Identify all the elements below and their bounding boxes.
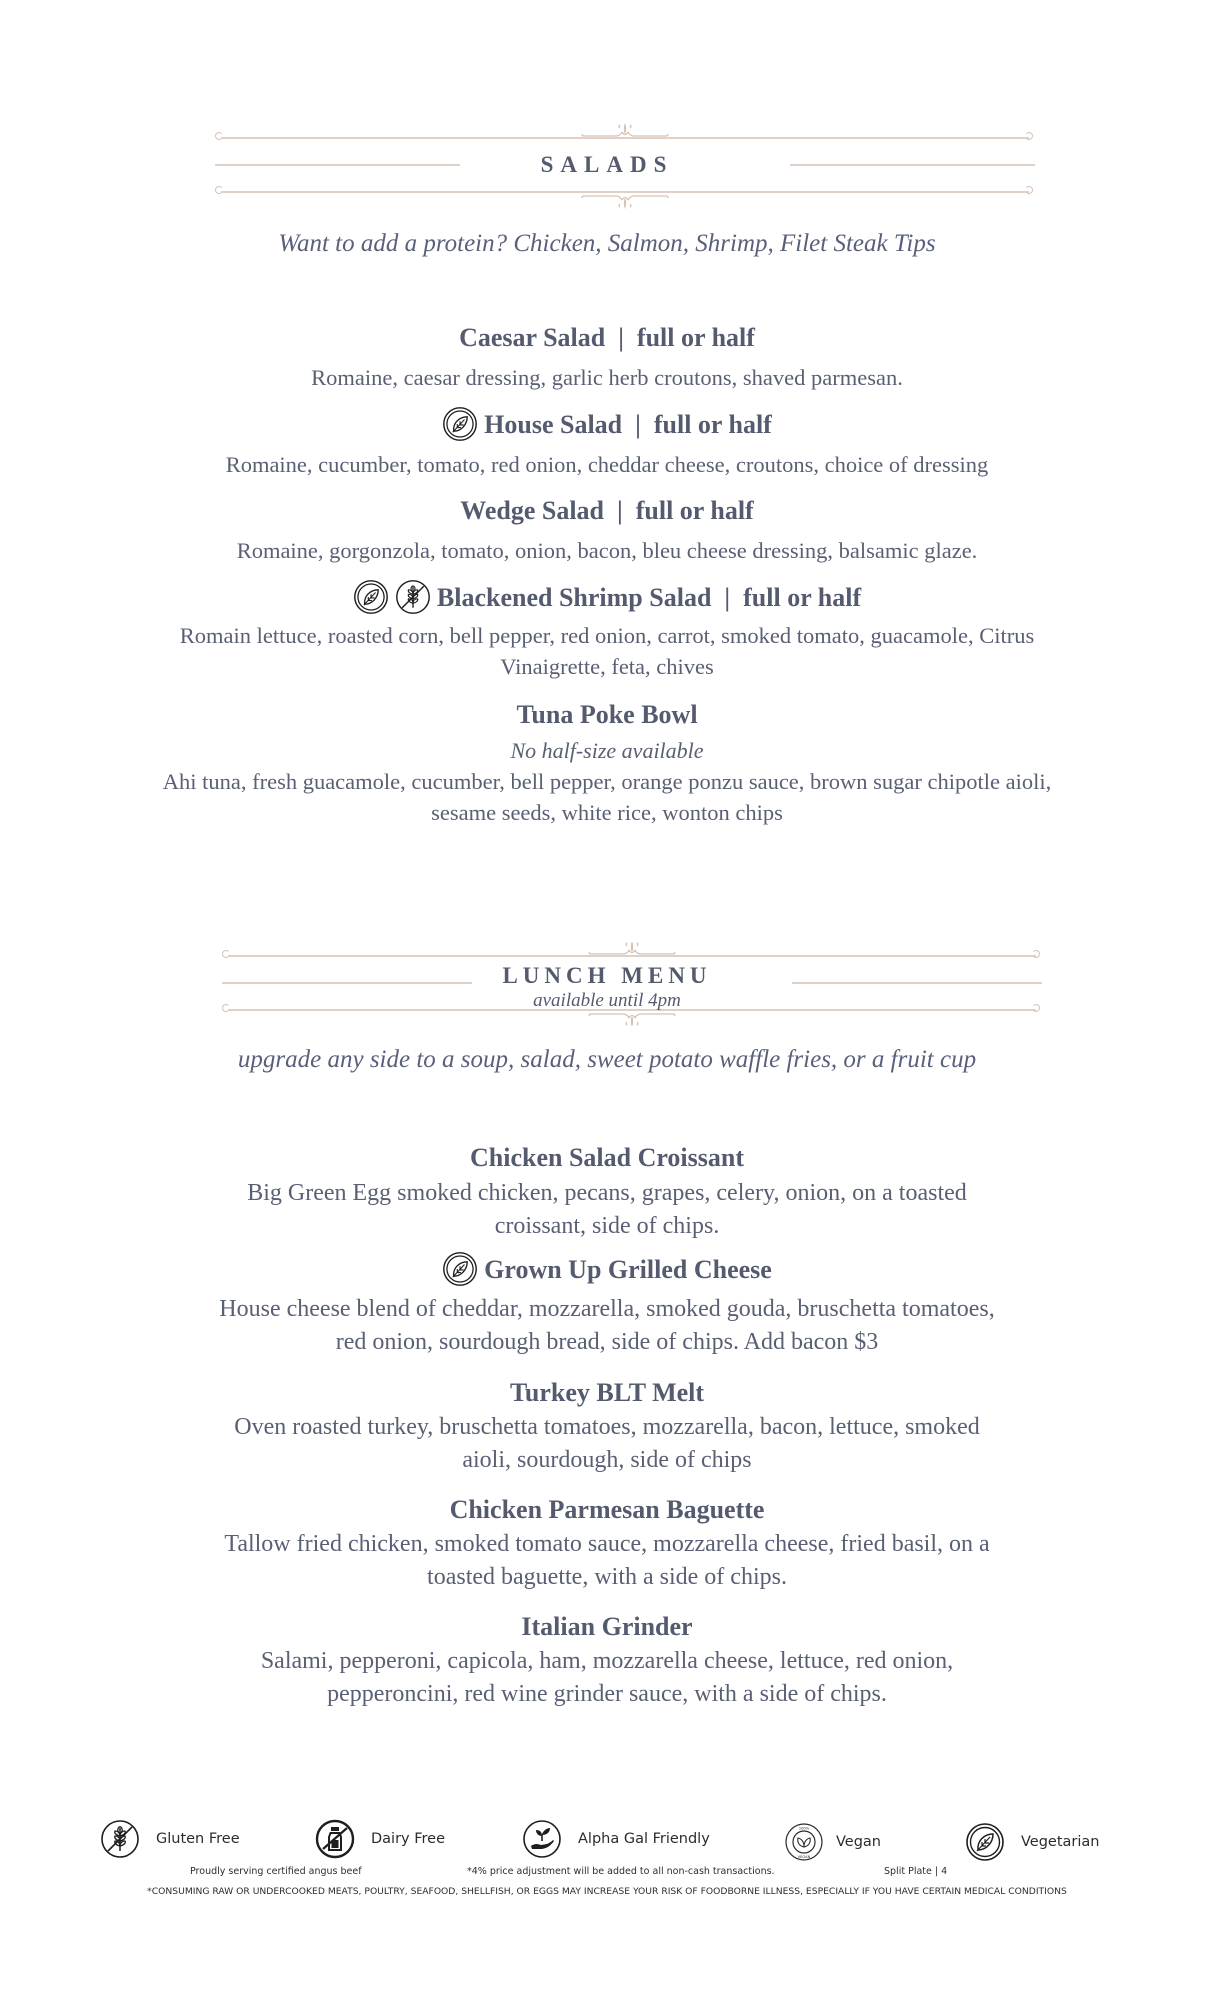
legend-label: Vegan — [836, 1834, 881, 1850]
ornament-rule-bottom — [221, 191, 1029, 193]
dairy-free-icon — [315, 1819, 355, 1859]
menu-item-title: Grown Up Grilled Cheese — [484, 1254, 772, 1284]
legend-label: Vegetarian — [1021, 1834, 1100, 1850]
legend-vegan — [784, 1818, 881, 1866]
salads-heading: SALADS — [540, 152, 674, 177]
ornament-flourish-top-icon — [587, 940, 677, 956]
description-line: croissant, side of chips. — [494, 1213, 720, 1239]
description-line: Oven roasted turkey, bruschetta tomatoes, mozzarella, bacon, lettuce, smoked — [234, 1414, 980, 1440]
description-line: Ahi tuna, fresh guacamole, cucumber, bell pepper, orange ponzu sauce, brown sugar chipotle aioli, — [162, 769, 1052, 794]
menu-item-note: No half-size available — [510, 738, 704, 763]
menu-item-description — [0, 1293, 1214, 1359]
menu-item-title: Tuna Poke Bowl — [516, 700, 698, 729]
menu-item-description — [0, 766, 1214, 828]
menu-item-title: House Salad | full or half — [484, 409, 772, 439]
vegetarian-icon — [442, 406, 478, 442]
menu-item-title: Chicken Salad Croissant — [469, 1143, 745, 1172]
menu-item-description — [0, 620, 1214, 682]
legend-alpha-gal-friendly — [522, 1815, 710, 1863]
salads-protein-note: Want to add a protein? Chicken, Salmon, Shrimp, Filet Steak Tips — [278, 230, 936, 257]
ornament-rule-top — [221, 137, 1029, 139]
alpha-gal-friendly-icon — [522, 1819, 562, 1859]
menu-item-description — [0, 1411, 1214, 1477]
consumer-warning: *CONSUMING RAW OR UNDERCOOKED MEATS, POULTRY, SEAFOOD, SHELLFISH, OR EGGS MAY INCREASE YOUR RISK OF FOODBORNE ILLNESS, ESPECIALLY IF YOU HAVE CERTAIN MEDICAL CONDITIONS — [147, 1886, 1067, 1897]
menu-item-title-row — [0, 409, 1214, 445]
description-line: House cheese blend of cheddar, mozzarella, smoked gouda, bruschetta tomatoes, — [219, 1296, 995, 1322]
menu-item-description: Romaine, caesar dressing, garlic herb croutons, shaved parmesan. — [311, 365, 903, 390]
page-label: Split Plate | 4 — [884, 1866, 948, 1877]
legend-label: Gluten Free — [156, 1831, 240, 1847]
vegetarian-icon — [442, 1251, 478, 1287]
menu-item-title: Blackened Shrimp Salad | full or half — [436, 582, 862, 612]
menu-item-title: Caesar Salad | full or half — [459, 323, 755, 352]
description-line: Salami, pepperoni, capicola, ham, mozzarella cheese, lettuce, red onion, — [260, 1648, 954, 1674]
legend-label: Alpha Gal Friendly — [578, 1831, 710, 1847]
price-adjustment-note: *4% price adjustment will be added to all non-cash transactions. — [467, 1866, 775, 1877]
description-line: Tallow fried chicken, smoked tomato sauce, mozzarella cheese, fried basil, on a — [224, 1531, 990, 1557]
vegetarian-icon — [965, 1822, 1005, 1862]
menu-item-description: Romaine, gorgonzola, tomato, onion, bacon, bleu cheese dressing, balsamic glaze. — [236, 538, 978, 563]
menu-item-title-row — [0, 582, 1214, 618]
vegan-icon — [784, 1822, 824, 1862]
menu-item-description: Romaine, cucumber, tomato, red onion, cheddar cheese, croutons, choice of dressing — [225, 452, 989, 477]
menu-item-title: Italian Grinder — [521, 1612, 693, 1641]
legend-gluten-free — [100, 1815, 240, 1863]
gluten-free-icon — [100, 1819, 140, 1859]
lunch-heading: LUNCH MENU — [502, 963, 712, 988]
ornament-flourish-top-icon — [580, 122, 670, 138]
legend-vegetarian — [965, 1818, 1099, 1866]
ornament-rule-top — [228, 955, 1036, 957]
description-line: toasted baguette, with a side of chips. — [427, 1564, 787, 1590]
lunch-availability: available until 4pm — [533, 990, 681, 1011]
lunch-upgrade-note: upgrade any side to a soup, salad, sweet potato waffle fries, or a fruit cup — [237, 1046, 977, 1073]
ornament-curl-icon — [1032, 950, 1040, 958]
menu-item-title: Turkey BLT Melt — [509, 1378, 705, 1407]
description-line: pepperoncini, red wine grinder sauce, with a side of chips. — [327, 1681, 887, 1707]
ornament-curl-icon — [1025, 132, 1033, 140]
ornament-flourish-bottom-icon — [587, 1012, 677, 1028]
menu-item-description — [0, 1528, 1214, 1594]
description-line: red onion, sourdough bread, side of chips. Add bacon $3 — [335, 1329, 879, 1355]
description-line: aioli, sourdough, side of chips — [462, 1447, 752, 1473]
menu-item-title-row — [0, 1254, 1214, 1290]
legend-label: Dairy Free — [371, 1831, 446, 1847]
ornament-flourish-bottom-icon — [580, 194, 670, 210]
angus-beef-note: Proudly serving certified angus beef — [190, 1866, 362, 1877]
ornament-curl-icon — [1025, 186, 1033, 194]
description-line: sesame seeds, white rice, wonton chips — [431, 800, 783, 825]
description-line: Vinaigrette, feta, chives — [500, 654, 714, 679]
menu-item-title: Wedge Salad | full or half — [460, 496, 754, 525]
menu-item-title: Chicken Parmesan Baguette — [449, 1495, 765, 1524]
legend-dairy-free — [315, 1815, 445, 1863]
gluten-free-icon — [395, 579, 431, 615]
description-line: Romain lettuce, roasted corn, bell pepper, red onion, carrot, smoked tomato, guacamole, Citrus — [179, 623, 1035, 648]
menu-item-description — [0, 1177, 1214, 1243]
description-line: Big Green Egg smoked chicken, pecans, grapes, celery, onion, on a toasted — [247, 1180, 967, 1206]
menu-item-description — [0, 1645, 1214, 1711]
vegetarian-icon — [353, 579, 389, 615]
